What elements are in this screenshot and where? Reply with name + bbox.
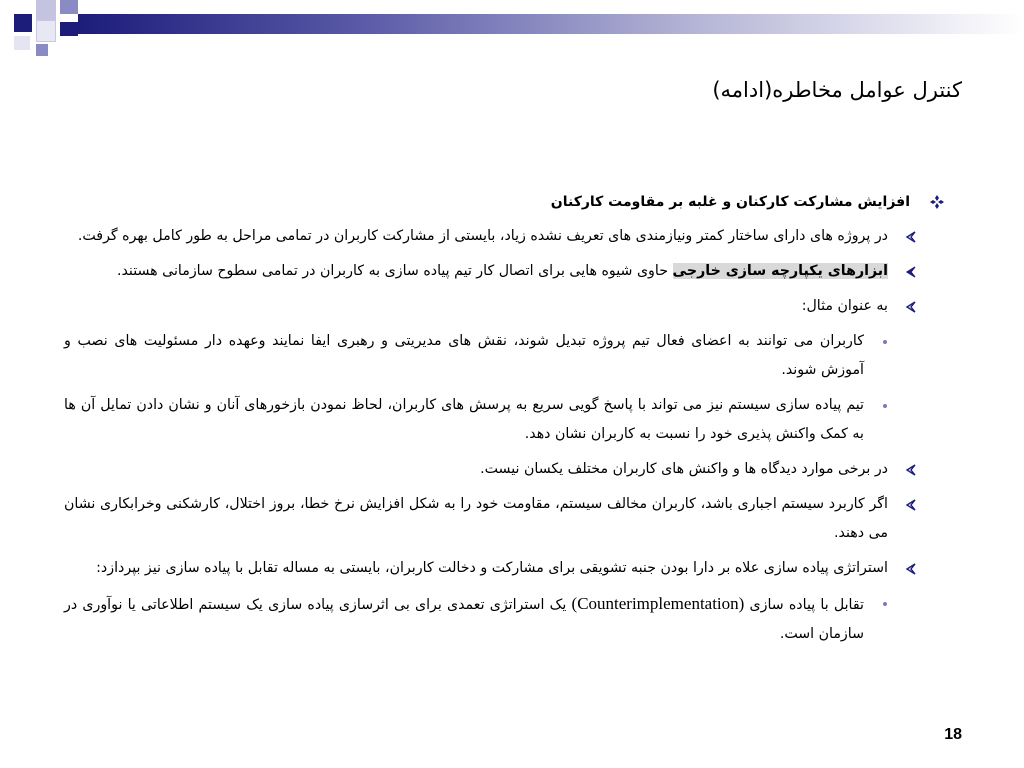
deco-square xyxy=(60,0,78,14)
arrow-bullet-icon xyxy=(904,497,918,513)
arrow-bullet-icon xyxy=(904,462,918,478)
deco-square xyxy=(14,36,30,50)
list-item-text: در پروژه های دارای ساختار کمتر ونیازمندی های تعریف نشده زیاد، بایستی از مشارکت کاربران در تمامی مراحل به طور کامل بهره گرفت. xyxy=(77,228,888,244)
arrow-bullet-icon xyxy=(904,299,918,315)
dot-bullet-icon xyxy=(878,398,892,414)
sub-list-item-text-start: تقابل با پیاده سازی xyxy=(744,597,864,613)
dot-bullet-icon xyxy=(878,334,892,350)
header-decoration xyxy=(0,0,1024,62)
list-item xyxy=(64,222,946,251)
sub-list-item-text: تیم پیاده سازی سیستم نیز می تواند با پاسخ گویی سریع به پرسش های کاربران، لحاظ نمودن بازخورهای آنان و نشان دادن تمایل آن ها به کمک واکنش پذیری خود را نسبت به کاربران نشان دهد. xyxy=(64,397,864,442)
list-item-text: استراتژی پیاده سازی علاه بر دارا بودن جنبه تشویقی برای مشارکت و دخالت کاربران، بایستی به مساله تقابل با پیاده سازی نیز بپردازد: xyxy=(96,560,888,576)
arrow-bullet-icon xyxy=(904,264,918,280)
deco-square xyxy=(14,14,32,32)
slide-content xyxy=(64,188,946,655)
sub-list-item-text-end: یک استراتژی تعمدی برای بی اثرسازی پیاده سازی یک سیستم اطلاعاتی یا نوآوری در سازمان است. xyxy=(64,597,864,642)
page-number: 18 xyxy=(944,726,962,743)
sub-list-item xyxy=(64,589,946,649)
list-item-text xyxy=(64,257,888,286)
list-item-text: اگر کاربرد سیستم اجباری باشد، کاربران مخالف سیستم، مقاومت خود را به شکل افزایش نرخ خطا، بروز اختلال، کارشکنی وخرابکاری نشان می دهند. xyxy=(64,496,888,541)
sub-list-item xyxy=(64,391,946,449)
list-item xyxy=(64,292,946,321)
heading-text: افزایش مشارکت کارکنان و غلبه بر مقاومت کارکنان xyxy=(550,194,910,210)
deco-square xyxy=(36,20,56,42)
diamond-bullet-icon xyxy=(930,194,944,210)
sub-list-item-text: کاربران می توانند به اعضای فعال تیم پروژه تبدیل شوند، نقش های مدیریتی و رهبری ایفا نمایند وعهده دار مسئولیت های نصب و آموزش شوند. xyxy=(64,333,864,378)
list-item-text: به عنوان مثال: xyxy=(801,298,888,314)
bullet-heading xyxy=(64,188,946,216)
sub-list-item-text xyxy=(64,589,864,649)
list-item-text: در برخی موارد دیدگاه ها و واکنش های کاربران مختلف یکسان نیست. xyxy=(480,461,888,477)
header-gradient-bar xyxy=(78,14,1024,34)
list-item xyxy=(64,554,946,583)
deco-square xyxy=(36,0,56,20)
deco-square xyxy=(36,44,48,56)
list-item-text-rest: حاوی شیوه هایی برای اتصال کار تیم پیاده سازی به کاربران در تمامی سطوح سازمانی هستند. xyxy=(116,263,673,279)
highlighted-term: ابزارهای یکپارچه سازی خارجی xyxy=(672,263,888,279)
arrow-bullet-icon xyxy=(904,561,918,577)
latin-term: (Counterimplementation) xyxy=(571,594,745,613)
list-item xyxy=(64,257,946,286)
dot-bullet-icon xyxy=(878,596,892,612)
arrow-bullet-icon xyxy=(904,229,918,245)
list-item xyxy=(64,455,946,484)
deco-square xyxy=(60,22,78,36)
sub-list-item xyxy=(64,327,946,385)
list-item xyxy=(64,490,946,548)
slide-title: کنترل عوامل مخاطره(ادامه) xyxy=(712,78,962,102)
